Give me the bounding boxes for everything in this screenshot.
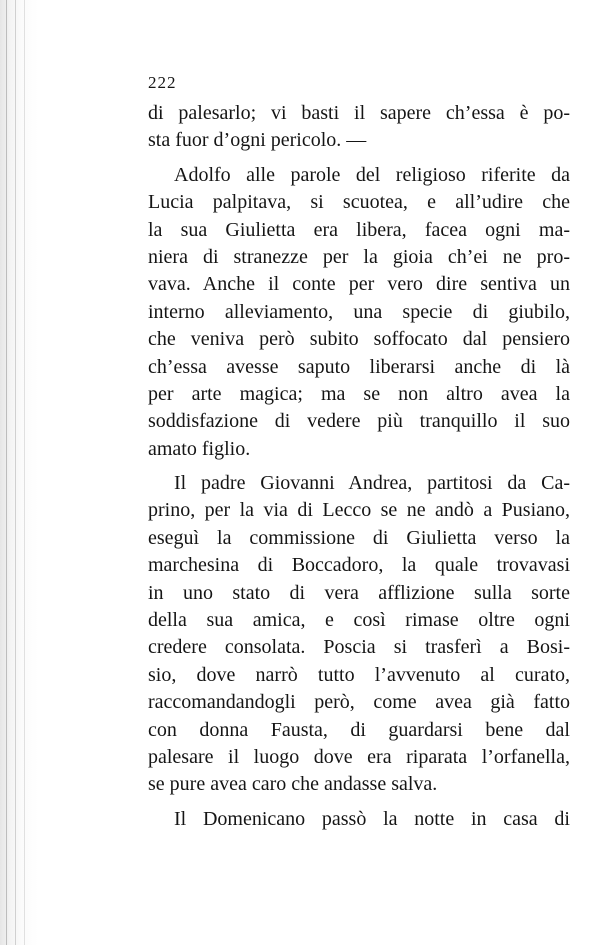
text-line: sio, dove narrò tutto l’avvenuto al curato,: [148, 663, 570, 686]
gutter-line: [15, 0, 16, 945]
text-line: con donna Fausta, di guardarsi bene dal: [148, 718, 570, 741]
text-line: prino, per la via di Lecco se ne andò a Pusiano,: [148, 499, 570, 522]
text-line: in uno stato di vera afflizione sulla sorte: [148, 581, 570, 604]
paragraph: [148, 470, 570, 799]
text-line: raccomandandogli però, come avea già fatto: [148, 691, 570, 714]
text-line: Adolfo alle parole del religioso riferite da: [174, 163, 570, 186]
gutter-line: [6, 0, 7, 945]
gutter-line: [24, 0, 25, 945]
paragraph: [148, 162, 570, 463]
text-line: della sua amica, e così rimase oltre ogni: [148, 609, 570, 632]
paragraph: [148, 806, 570, 833]
page-number: 222: [148, 73, 177, 92]
text-line: marchesina di Boccadoro, la quale trovavasi: [148, 554, 570, 577]
text-line: ch’essa avesse saputo liberarsi anche di là: [148, 355, 570, 378]
text-line: vava. Anche il conte per vero dire sentiva un: [148, 273, 570, 296]
paragraph: [148, 100, 570, 155]
text-line: credere consolata. Poscia si trasferì a Bosi-: [148, 636, 570, 659]
text-line: niera di stranezze per la gioia ch’ei ne pro-: [148, 245, 570, 268]
text-line: per arte magica; ma se non altro avea la: [148, 382, 570, 405]
text-line: Lucia palpitava, si scuotea, e all’udire che: [148, 191, 570, 214]
text-line: amato figlio.: [148, 437, 251, 460]
page-gutter-shadow: [0, 0, 38, 945]
text-line: la sua Giulietta era libera, facea ogni ma-: [148, 218, 570, 241]
text-line: che veniva però subito soffocato dal pensiero: [148, 328, 570, 351]
text-line: Il padre Giovanni Andrea, partitosi da Ca-: [174, 472, 570, 495]
text-line: soddisfazione di vedere più tranquillo il suo: [148, 410, 570, 433]
text-line: di palesarlo; vi basti il sapere ch’essa è po-: [148, 102, 570, 124]
body-text: [148, 100, 570, 833]
text-line: palesare il luogo dove era riparata l’orfanella,: [148, 745, 570, 768]
text-line: sta fuor d’ogni pericolo. —: [148, 129, 367, 152]
text-line: Il Domenicano passò la notte in casa di: [174, 807, 570, 830]
text-line: eseguì la commissione di Giulietta verso la: [148, 526, 570, 549]
text-line: interno alleviamento, una specie di giubilo,: [148, 300, 570, 323]
text-line: se pure avea caro che andasse salva.: [148, 773, 438, 796]
